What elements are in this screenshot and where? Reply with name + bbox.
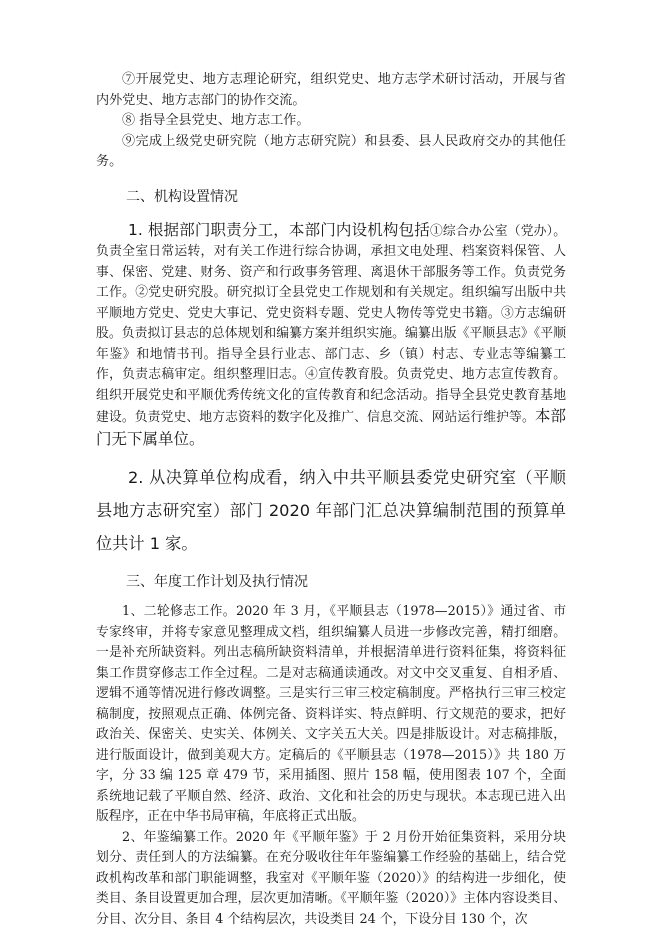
org-structure-lead: 1. 根据部门职责分工，本部门内设机构包括: [128, 220, 430, 239]
document-page: [96, 70, 566, 930]
budget-unit-paragraph: 2. 从决算单位构成看，纳入中共平顺县委党史研究室（平顺县地方志研究室）部门 2020 年部门汇总决算编制范围的预算单位共计 1 家。: [96, 468, 566, 553]
section-heading-org: 二、机构设置情况: [126, 188, 238, 205]
section-heading-plan: 三、年度工作计划及执行情况: [126, 574, 308, 590]
work-item-county-annals: 1、二轮修志工作。2020 年 3 月，《平顺县志（1978—2015）》通过省、市专家终审，并将专家意见整理成文档，组织编纂人员进一步修改完善，精打细磨。一是补充所缺资料。列出志稿所缺资料清单，并根据清单进行资料征集，将资料征集工作贯穿修志工作全过程。二是对志稿通读通改。对文中交叉重复、自相矛盾、逻辑不通等情况进行修改调整。三是实行三审三校定稿制度。严格执行三审三校定稿制度，按照观点正确、体例完备、资料详实、特点鲜明、行文规范的要求，把好政治关、保密关、史实关、体例关、文字关五大关。四是排版设计。对志稿排版，进行版面设计，做到美观大方。定稿后的《平顺县志（1978—2015）》共 180 万字，分 33 编 125 章 479 节，采用插图、照片 158 幅，使用图表 107 个，全面系统地记载了平顺自然、经济、政治、文化和社会的历史与现状。本志现已进入出版程序，正在中华书局审稿，年底将正式出版。: [96, 604, 566, 824]
org-structure-body: ①综合办公室（党办）。负责全室日常运转，对有关工作进行综合协调，承担文电处理、档案资料保管、人事、保密、党建、财务、资产和行政事务管理、离退休干部服务等工作。负责党务工作。②党史研究股。研究拟订全县党史工作规划和有关规定。组织编写出版中共平顺地方党史、党史大事记、党史资料专题、党史人物传等党史书籍。③方志编研股。负责拟订县志的总体规划和编纂方案并组织实施。编纂出版《平顺县志》《平顺年鉴》和地情书刊。指导全县行业志、部门志、乡（镇）村志、专业志等编纂工作，负责志稿审定。组织整理旧志。④宣传教育股。负责党史、地方志宣传教育。组织开展党史和平顺优秀传统文化的宣传教育和纪念活动。指导全县党史教育基地建设。负责党史、地方志资料的数字化及推广、信息交流、网站运行维护等。: [96, 223, 566, 425]
org-structure-paragraph: [96, 220, 566, 452]
org-structure-tail: 本部门无下属单位。: [96, 407, 566, 448]
work-item-yearbook: 2、年鉴编纂工作。2020 年《平顺年鉴》于 2 月份开始征集资料，采用分块划分、责任到人的方法编纂。在充分吸收往年年鉴编纂工作经验的基础上，结合党政机构改革和部门职能调整，我室对《平顺年鉴（2020）》的结构进一步细化，使类目、条目设置更加合理，层次更加清晰。《平顺年鉴（2020）》主体内容设类目、分目、次分目、条目 4 个结构层次，共设类目 24 个，下设分目 130 个，次: [96, 829, 566, 927]
duty-item-9: ⑨完成上级党史研究院（地方志研究院）和县委、县人民政府交办的其他任务。: [96, 133, 566, 169]
duty-item-8: ⑧ 指导全县党史、地方志工作。: [122, 113, 310, 128]
duty-item-7: ⑦开展党史、地方志理论研究，组织党史、地方志学术研讨活动，开展与省内外党史、地方志部门的协作交流。: [96, 72, 566, 108]
